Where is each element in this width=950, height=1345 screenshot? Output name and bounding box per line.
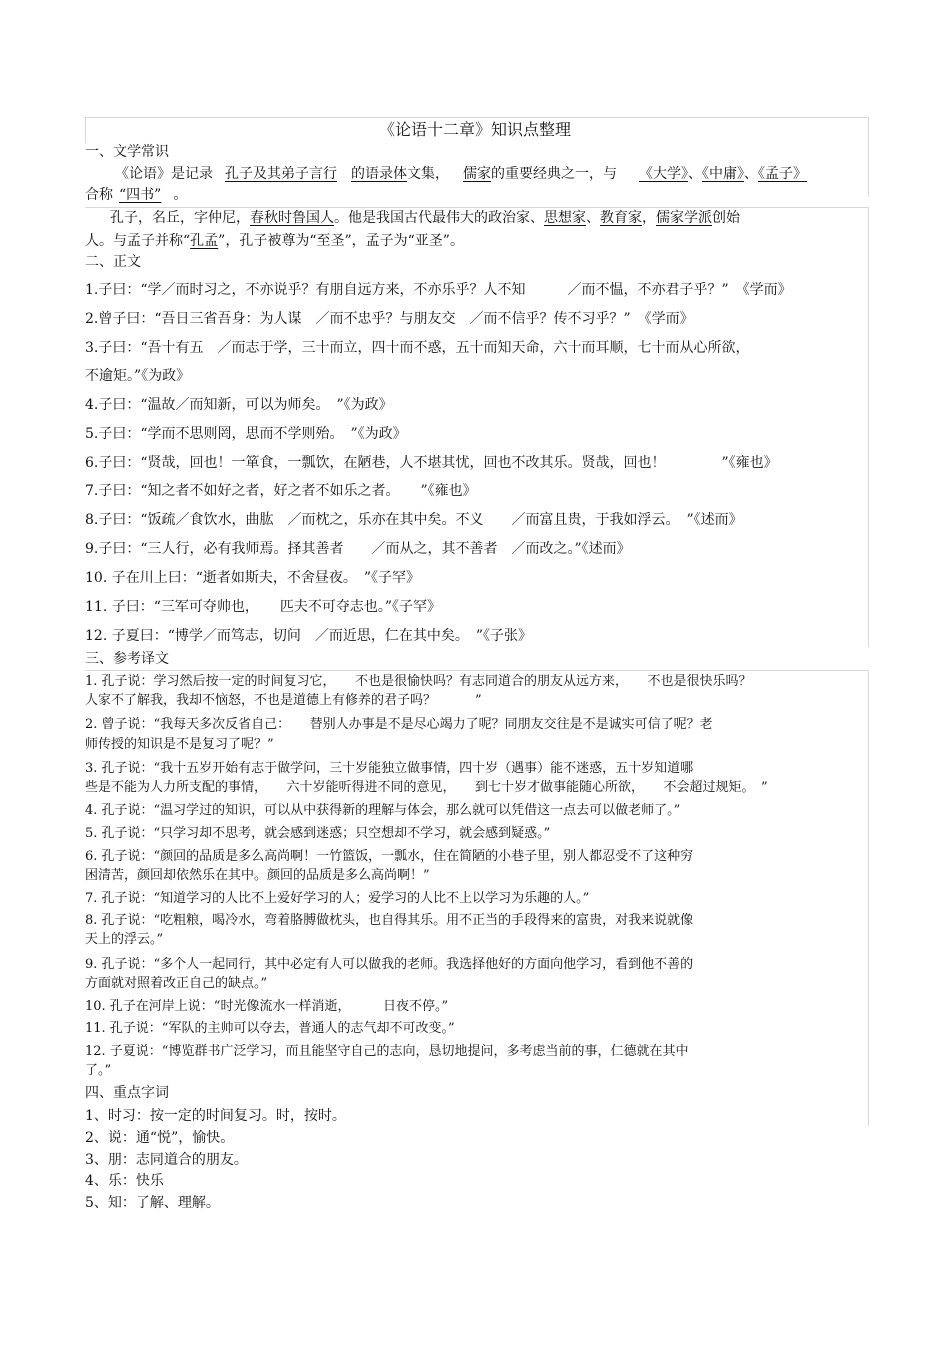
list-item: 1、时习：按一定的时间复习。时，按时。 xyxy=(85,1108,346,1124)
paragraph-line xyxy=(85,232,464,250)
text-line: 6.子曰：“贤哉，回也！一箪食，一瓢饮，在陋巷，人不堪其忧，回也不改其乐。贤哉，回也！ ”《雍也》 xyxy=(85,455,778,471)
text-segment: 。 xyxy=(173,187,188,203)
text-segment: 合称 xyxy=(85,187,113,203)
text-line: 11. 子曰：“三军可夺帅也， 匹夫不可夺志也。”《子罕》 xyxy=(85,599,442,615)
table-rule xyxy=(85,207,868,208)
text-line: 9. 孔子说：“多个人一起同行，其中必定有人可以做我的老师。我选择他好的方面向他学习，看到他不善的 xyxy=(85,957,694,972)
section-heading: 一、文学常识 xyxy=(85,144,169,160)
text-segment: 的重要经典之一，与 xyxy=(491,166,617,182)
paragraph-line xyxy=(110,209,740,227)
text-line: 7. 孔子说：“知道学习的人比不上爱好学习的人；爱学习的人比不上以学习为乐趣的人。” xyxy=(85,891,590,906)
list-item: 2、说：通“悦”，愉快。 xyxy=(85,1130,235,1146)
text-segment: ， xyxy=(642,210,656,226)
text-line: 12. 子夏说：“博览群书广泛学习，而且能坚守自己的志向，恳切地提问，多考虑当前的事，仁德就在其中 xyxy=(85,1044,689,1059)
text-line: 2. 曾子说：“我每天多次反省自己： 替别人办事是不是尽心竭力了呢？同朋友交往是不是诚实可信了呢？老 xyxy=(85,717,713,732)
text-line: 5. 孔子说：“只学习却不思考，就会感到迷惑；只空想却不学习，就会感到疑惑。” xyxy=(85,826,551,841)
text-line: 7.子曰：“知之者不如好之者，好之者不如乐之者。 ”《雍也》 xyxy=(85,483,477,499)
fill-answer: 的语录体 xyxy=(351,166,407,182)
text-line: 5.子曰：“学而不思则罔，思而不学则殆。 ”《为政》 xyxy=(85,426,407,442)
text-line: 12. 子夏曰：“博学／而笃志，切问 ／而近思，仁在其中矣。 ”《子张》 xyxy=(85,628,533,644)
fill-answer: 《大学》 xyxy=(639,166,688,182)
text-line: 1. 孔子说：学习然后按一定的时间复习它， 不也是很愉快吗？有志同道合的朋友从远方来， 不也是很快乐吗？ xyxy=(85,674,752,689)
text-line: 师传授的知识是不是复习了呢？” xyxy=(85,737,274,752)
page-title: 《论语十二章》知识点整理 xyxy=(378,120,571,139)
text-line: 4. 孔子说：“温习学过的知识，可以从中获得新的理解与体会，那么就可以凭借这一点去可以做老师了。” xyxy=(85,803,681,818)
text-line: 9.子曰：“三人行，必有我师焉。择其善者 ／而从之，其不善者 ／而改之。”《述而》 xyxy=(85,541,631,557)
fill-answer: 《孟子》 xyxy=(758,166,807,182)
text-line: 人家不了解我，我却不恼怒，不也是道德上有修养的君子吗？ ” xyxy=(85,693,482,708)
text-line: 方面就对照着改正自己的缺点。” xyxy=(85,976,268,991)
fill-answer: “四书” xyxy=(119,187,162,203)
table-rule xyxy=(85,117,868,118)
fill-answer: 教育家 xyxy=(600,210,642,226)
text-segment: 。他是我国古代最伟大的政治家、 xyxy=(334,210,544,226)
table-rule xyxy=(868,207,869,647)
text-line: 10. 孔子在河岸上说：“时光像流水一样消逝， 日夜不停。” xyxy=(85,999,449,1014)
fill-answer: 《中庸》 xyxy=(702,166,744,182)
text-line: 11. 孔子说：“军队的主帅可以夺去，普通人的志气却不可改变。” xyxy=(85,1021,455,1036)
list-item: 5、知：了解、理解。 xyxy=(85,1195,220,1211)
text-line: 了。” xyxy=(85,1063,112,1078)
text-line: 不逾矩。”《为政》 xyxy=(85,368,191,384)
text-line: 困清苦，颜回却依然乐在其中。颜回的品质是多么高尚啊！” xyxy=(85,868,430,883)
list-item: 3、朋：志同道合的朋友。 xyxy=(85,1152,248,1168)
text-segment: 、 xyxy=(688,166,702,182)
text-line: 6. 孔子说：“颜回的品质是多么高尚啊！一竹篮饭，一瓢水，住在简陋的小巷子里，别人都忍受不了这种穷 xyxy=(85,849,694,864)
text-segment: 人。与孟子并称“ xyxy=(85,233,191,249)
text-line: 些是不能为人力所支配的事情， 六十岁能听得进不同的意见， 到七十岁才做事能随心所欲， 不会超过规矩。 ” xyxy=(85,780,768,795)
fill-answer: 儒家 xyxy=(463,166,491,182)
fill-answer: 孔子及其弟子言行 xyxy=(225,166,337,182)
text-line: 8.子曰：“饭疏／食饮水，曲肱 ／而枕之，乐亦在其中矣。不义 ／而富且贵，于我如浮云。 ”《述而》 xyxy=(85,512,743,528)
table-rule xyxy=(85,670,868,671)
text-line: 3. 孔子说：“我十五岁开始有志于做学问，三十岁能独立做事情，四十岁（遇事）能不迷惑，五十岁知道哪 xyxy=(85,761,694,776)
text-segment: 创始 xyxy=(712,210,740,226)
text-segment: 文集， xyxy=(407,166,449,182)
text-line: 2.曾子曰：“吾日三省吾身：为人谋 ／而不忠乎？与朋友交 ／而不信乎？传不习乎？” 《学而》 xyxy=(85,311,694,327)
fill-answer: 儒家学派 xyxy=(656,210,712,226)
text-segment: 、 xyxy=(744,166,758,182)
fill-answer: 春秋时鲁国人 xyxy=(250,210,334,226)
text-segment: 、 xyxy=(586,210,600,226)
paragraph-line xyxy=(115,165,807,183)
fill-answer: 孔孟 xyxy=(190,233,219,249)
text-line: 3.子曰：“吾十有五 ／而志于学，三十而立，四十而不惑，五十而知天命，六十而耳顺，七十而从心所欲， xyxy=(85,340,750,356)
text-segment: ”，孔子被尊为“至圣”，孟子为“亚圣”。 xyxy=(218,233,464,249)
table-rule xyxy=(868,670,869,1126)
text-segment: 《论语》是记录 xyxy=(115,166,213,182)
paragraph-line xyxy=(85,186,187,204)
text-line: 1.子曰：“学／而时习之，不亦说乎？有朋自远方来，不亦乐乎？人不知 ／而不愠，不亦君子乎？” 《学而》 xyxy=(85,282,792,298)
text-line: 4.子曰：“温故／而知新，可以为师矣。 ”《为政》 xyxy=(85,397,393,413)
section-heading: 三、参考译文 xyxy=(85,651,169,667)
text-line: 天上的浮云。” xyxy=(85,932,164,947)
text-segment: 孔子，名丘，字仲尼， xyxy=(110,210,250,226)
section-heading: 四、重点字词 xyxy=(85,1085,169,1101)
text-line: 10. 子在川上曰：“逝者如斯夫，不舍昼夜。 ”《子罕》 xyxy=(85,570,421,586)
fill-answer: 思想家 xyxy=(544,210,586,226)
text-line: 8. 孔子说：“吃粗粮，喝冷水，弯着胳膊做枕头，也自得其乐。用不正当的手段得来的富贵，对我来说就像 xyxy=(85,913,694,928)
list-item: 4、乐：快乐 xyxy=(85,1173,164,1189)
section-heading: 二、正文 xyxy=(85,254,141,270)
